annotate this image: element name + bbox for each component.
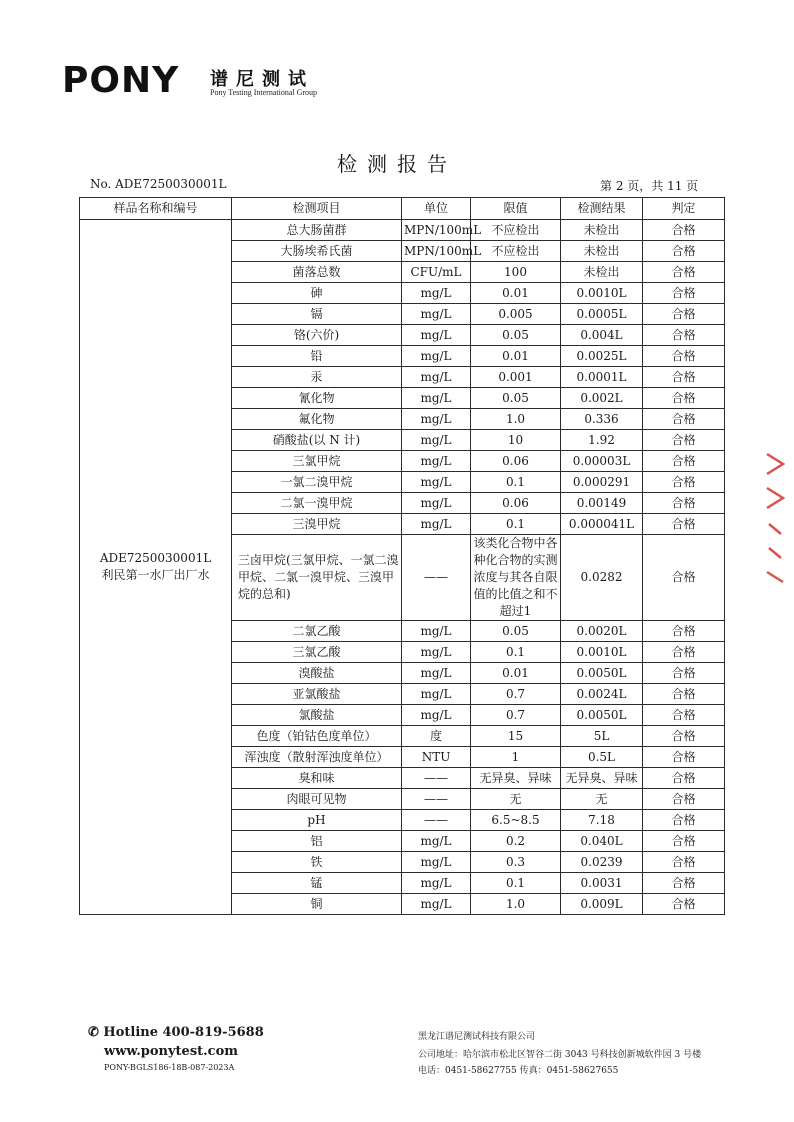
cell-verdict: 合格 — [643, 493, 725, 514]
cell-unit: —— — [402, 810, 471, 831]
cell-limit: 0.01 — [471, 663, 561, 684]
cell-result: 0.0282 — [561, 535, 643, 621]
cell-verdict: 合格 — [643, 430, 725, 451]
cell-verdict: 合格 — [643, 262, 725, 283]
cell-verdict: 合格 — [643, 684, 725, 705]
cell-result: 0.002L — [561, 388, 643, 409]
header-result: 检测结果 — [561, 198, 643, 220]
cell-verdict: 合格 — [643, 705, 725, 726]
cell-result: 5L — [561, 726, 643, 747]
cell-unit: mg/L — [402, 451, 471, 472]
cell-result: 0.336 — [561, 409, 643, 430]
cell-item: 溴酸盐 — [232, 663, 402, 684]
cell-item: 氯酸盐 — [232, 705, 402, 726]
cell-result: 0.0025L — [561, 346, 643, 367]
footer-hotline: ✆ Hotline 400-819-5688 — [88, 1025, 264, 1040]
footer-company-name: 黑龙江谱尼测试科技有限公司 — [418, 1032, 536, 1042]
cell-item: 色度（铂钴色度单位） — [232, 726, 402, 747]
cell-item: 三氯乙酸 — [232, 642, 402, 663]
cell-verdict: 合格 — [643, 451, 725, 472]
cell-result: 0.0031 — [561, 873, 643, 894]
page-counter: 第 2 页，共 11 页 — [600, 179, 699, 193]
cell-item: 铜 — [232, 894, 402, 915]
cell-item: 铝 — [232, 831, 402, 852]
cell-limit: 0.1 — [471, 873, 561, 894]
cell-limit: 该类化合物中各种化合物的实测浓度与其各自限值的比值之和不超过1 — [471, 535, 561, 621]
footer-address: 公司地址：哈尔滨市松北区智谷二街 3043 号科技创新城软件园 3 号楼 — [418, 1050, 702, 1060]
cell-verdict: 合格 — [643, 747, 725, 768]
cell-result: 0.0024L — [561, 684, 643, 705]
cell-unit: mg/L — [402, 472, 471, 493]
phone-icon: ✆ — [88, 1025, 104, 1040]
cell-limit: 0.05 — [471, 388, 561, 409]
cell-result: 0.0010L — [561, 642, 643, 663]
cell-verdict: 合格 — [643, 726, 725, 747]
cell-limit: 0.001 — [471, 367, 561, 388]
cell-verdict: 合格 — [643, 810, 725, 831]
footer-doc-code: PONY-BGLS186-18B-087-2023A — [104, 1063, 235, 1072]
sample-id: ADE7250030001L — [99, 551, 212, 565]
logo-english-name: Pony Testing International Group — [210, 88, 318, 97]
cell-result: 0.0005L — [561, 304, 643, 325]
cell-verdict: 合格 — [643, 283, 725, 304]
cell-limit: 0.05 — [471, 621, 561, 642]
cell-unit: mg/L — [402, 684, 471, 705]
cell-item: 三卤甲烷(三氯甲烷、一氯二溴甲烷、二氯一溴甲烷、三溴甲烷的总和) — [232, 535, 402, 621]
cell-limit: 1 — [471, 747, 561, 768]
cell-limit: 0.01 — [471, 346, 561, 367]
cell-limit: 1.0 — [471, 409, 561, 430]
cell-item: 三溴甲烷 — [232, 514, 402, 535]
cell-unit: mg/L — [402, 409, 471, 430]
cell-result: 未检出 — [561, 220, 643, 241]
cell-limit: 0.1 — [471, 472, 561, 493]
cell-verdict: 合格 — [643, 789, 725, 810]
cell-item: 锰 — [232, 873, 402, 894]
cell-unit: mg/L — [402, 642, 471, 663]
cell-limit: 100 — [471, 262, 561, 283]
cell-unit: CFU/mL — [402, 262, 471, 283]
cell-result: 0.5L — [561, 747, 643, 768]
cell-verdict: 合格 — [643, 642, 725, 663]
cell-item: 二氯乙酸 — [232, 621, 402, 642]
cell-item: 亚氯酸盐 — [232, 684, 402, 705]
cell-verdict: 合格 — [643, 621, 725, 642]
cell-unit: mg/L — [402, 831, 471, 852]
cell-unit: —— — [402, 768, 471, 789]
cell-limit: 0.7 — [471, 705, 561, 726]
cell-result: 0.004L — [561, 325, 643, 346]
cell-verdict: 合格 — [643, 535, 725, 621]
cell-limit: 0.005 — [471, 304, 561, 325]
cell-item: 浑浊度（散射浑浊度单位） — [232, 747, 402, 768]
cell-limit: 0.7 — [471, 684, 561, 705]
cell-limit: 10 — [471, 430, 561, 451]
cell-verdict: 合格 — [643, 241, 725, 262]
cell-unit: —— — [402, 535, 471, 621]
cell-result: 0.0050L — [561, 663, 643, 684]
cell-verdict: 合格 — [643, 409, 725, 430]
cell-limit: 0.2 — [471, 831, 561, 852]
cell-item: 铅 — [232, 346, 402, 367]
cell-item: 一氯二溴甲烷 — [232, 472, 402, 493]
cell-result: 0.0239 — [561, 852, 643, 873]
cell-result: 0.00003L — [561, 451, 643, 472]
table-header-row — [80, 198, 725, 220]
cell-verdict: 合格 — [643, 768, 725, 789]
cell-item: 铬(六价) — [232, 325, 402, 346]
cell-result: 0.00149 — [561, 493, 643, 514]
cell-result: 无异臭、异味 — [561, 768, 643, 789]
cell-item: 氰化物 — [232, 388, 402, 409]
cell-item: 铁 — [232, 852, 402, 873]
cell-limit: 不应检出 — [471, 241, 561, 262]
cell-item: 总大肠菌群 — [232, 220, 402, 241]
cell-unit: MPN/100mL — [402, 241, 471, 262]
cell-verdict: 合格 — [643, 388, 725, 409]
cell-limit: 0.1 — [471, 514, 561, 535]
cell-unit: mg/L — [402, 346, 471, 367]
cell-item: pH — [232, 810, 402, 831]
cell-unit: mg/L — [402, 304, 471, 325]
cell-item: 汞 — [232, 367, 402, 388]
cell-verdict: 合格 — [643, 304, 725, 325]
cell-item: 臭和味 — [232, 768, 402, 789]
cell-item: 镉 — [232, 304, 402, 325]
table-row — [80, 220, 725, 241]
cell-unit: NTU — [402, 747, 471, 768]
cell-limit: 无 — [471, 789, 561, 810]
cell-limit: 0.3 — [471, 852, 561, 873]
cell-item: 大肠埃希氏菌 — [232, 241, 402, 262]
header-item: 检测项目 — [232, 198, 402, 220]
page-title: 检测报告 — [337, 152, 457, 176]
cell-result: 0.0020L — [561, 621, 643, 642]
footer-phone-fax: 电话：0451-58627755 传真：0451-58627655 — [418, 1066, 619, 1076]
cell-unit: mg/L — [402, 894, 471, 915]
cell-unit: mg/L — [402, 852, 471, 873]
cell-unit: mg/L — [402, 705, 471, 726]
logo-wordmark: PONY — [62, 60, 180, 101]
test-results-table — [79, 197, 725, 915]
cell-limit: 6.5~8.5 — [471, 810, 561, 831]
header-unit: 单位 — [402, 198, 471, 220]
cell-unit: mg/L — [402, 493, 471, 514]
cell-verdict: 合格 — [643, 220, 725, 241]
cell-verdict: 合格 — [643, 852, 725, 873]
cell-unit: mg/L — [402, 663, 471, 684]
sample-name: 利民第一水厂出厂水 — [101, 568, 210, 582]
cell-result: 0.000291 — [561, 472, 643, 493]
seal-stamp-fragment — [763, 448, 787, 588]
cell-verdict: 合格 — [643, 367, 725, 388]
footer-website[interactable]: www.ponytest.com — [104, 1044, 239, 1059]
cell-unit: MPN/100mL — [402, 220, 471, 241]
cell-verdict: 合格 — [643, 514, 725, 535]
cell-result: 0.0010L — [561, 283, 643, 304]
cell-result: 未检出 — [561, 262, 643, 283]
cell-limit: 0.06 — [471, 493, 561, 514]
cell-unit: mg/L — [402, 283, 471, 304]
cell-unit: mg/L — [402, 325, 471, 346]
cell-verdict: 合格 — [643, 873, 725, 894]
cell-limit: 不应检出 — [471, 220, 561, 241]
cell-verdict: 合格 — [643, 663, 725, 684]
cell-verdict: 合格 — [643, 472, 725, 493]
cell-limit: 0.1 — [471, 642, 561, 663]
cell-limit: 15 — [471, 726, 561, 747]
cell-verdict: 合格 — [643, 325, 725, 346]
cell-item: 硝酸盐(以 N 计) — [232, 430, 402, 451]
cell-unit: —— — [402, 789, 471, 810]
cell-item: 菌落总数 — [232, 262, 402, 283]
cell-limit: 无异臭、异味 — [471, 768, 561, 789]
cell-unit: mg/L — [402, 621, 471, 642]
cell-result: 0.0001L — [561, 367, 643, 388]
cell-limit: 0.05 — [471, 325, 561, 346]
cell-item: 砷 — [232, 283, 402, 304]
logo-chinese-name: 谱尼测试 — [210, 69, 314, 90]
cell-result: 0.000041L — [561, 514, 643, 535]
cell-unit: 度 — [402, 726, 471, 747]
cell-limit: 0.01 — [471, 283, 561, 304]
cell-result: 未检出 — [561, 241, 643, 262]
cell-unit: mg/L — [402, 388, 471, 409]
header-sample: 样品名称和编号 — [80, 198, 232, 220]
cell-unit: mg/L — [402, 430, 471, 451]
cell-item: 肉眼可见物 — [232, 789, 402, 810]
cell-limit: 1.0 — [471, 894, 561, 915]
cell-result: 0.009L — [561, 894, 643, 915]
header-limit: 限值 — [471, 198, 561, 220]
report-number: No. ADE7250030001L — [90, 177, 227, 191]
header-verdict: 判定 — [643, 198, 725, 220]
cell-result: 无 — [561, 789, 643, 810]
cell-limit: 0.06 — [471, 451, 561, 472]
cell-result: 1.92 — [561, 430, 643, 451]
cell-item: 二氯一溴甲烷 — [232, 493, 402, 514]
cell-item: 氟化物 — [232, 409, 402, 430]
cell-result: 7.18 — [561, 810, 643, 831]
cell-item: 三氯甲烷 — [232, 451, 402, 472]
cell-unit: mg/L — [402, 514, 471, 535]
sample-cell — [80, 220, 232, 915]
cell-unit: mg/L — [402, 367, 471, 388]
cell-result: 0.0050L — [561, 705, 643, 726]
cell-verdict: 合格 — [643, 346, 725, 367]
cell-result: 0.040L — [561, 831, 643, 852]
cell-unit: mg/L — [402, 873, 471, 894]
cell-verdict: 合格 — [643, 894, 725, 915]
cell-verdict: 合格 — [643, 831, 725, 852]
